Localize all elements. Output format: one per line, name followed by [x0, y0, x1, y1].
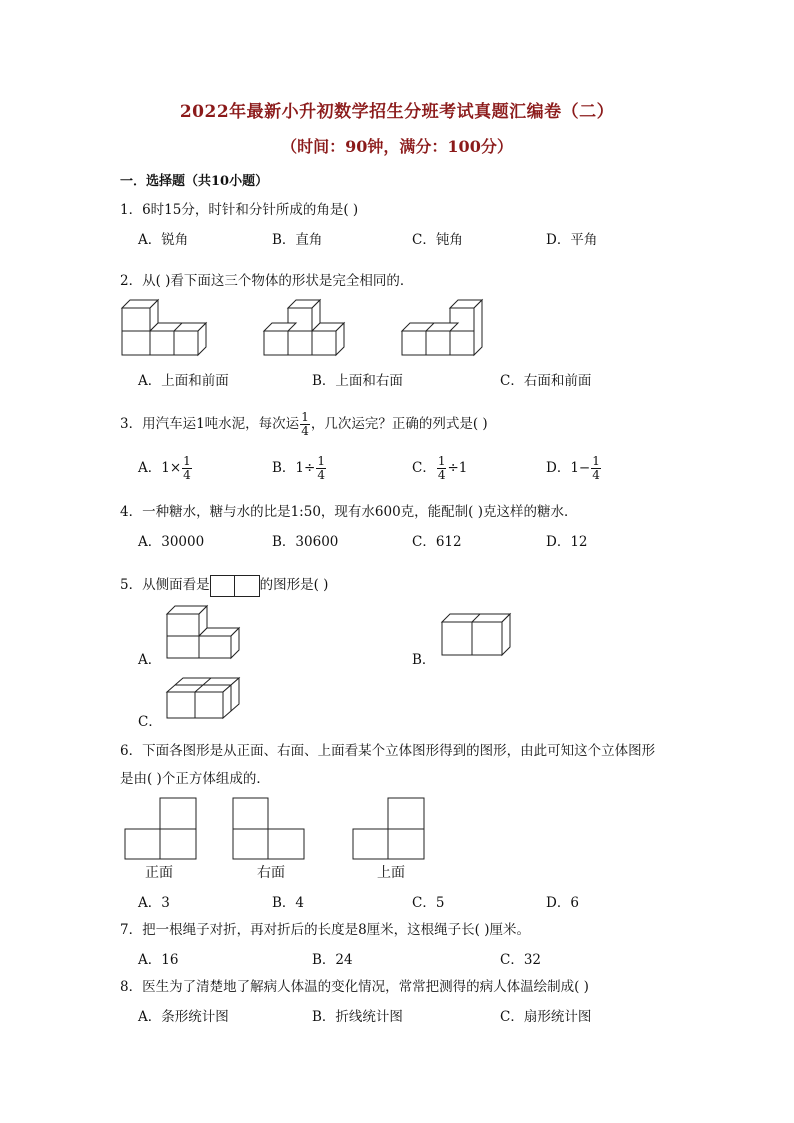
q2-option-b[interactable]: B．上面和右面	[312, 373, 403, 389]
question-3-stem	[120, 411, 488, 438]
page-title: 2022年最新小升初数学招生分班考试真题汇编卷（二）	[179, 102, 615, 122]
q4-option-c[interactable]: C．612	[412, 534, 462, 550]
q2-solid-figure-3	[400, 296, 490, 358]
q1-option-c[interactable]: C．钝角	[412, 232, 463, 248]
q7-option-b[interactable]: B．24	[312, 952, 353, 968]
q7-option-a[interactable]: A．16	[138, 952, 179, 968]
question-7-stem: 7．把一根绳子对折，再对折后的长度是8厘米，这根绳子长( )厘米。	[120, 922, 531, 938]
q5-stem-suffix: 的图形是( )	[259, 577, 329, 593]
q5-option-b-figure	[440, 612, 520, 658]
q1-option-d[interactable]: D．平角	[546, 232, 598, 248]
q1-option-b[interactable]: B．直角	[272, 232, 323, 248]
q5-option-a-figure	[165, 604, 245, 660]
q2-solid-figure-1	[120, 296, 210, 358]
q6-front-view-label: 正面	[145, 865, 173, 881]
q3-option-c[interactable]: C． $\frac{1}{4}$ ÷1	[412, 454, 468, 482]
page-subtitle: （时间：90钟，满分：100分）	[281, 137, 513, 156]
q6-right-view-label: 右面	[257, 865, 285, 881]
q8-option-a[interactable]: A．条形统计图	[138, 1009, 229, 1025]
q5-option-a[interactable]: A．	[138, 652, 162, 668]
q3-stem-prefix: 3．用汽车运1吨水泥，每次运	[120, 416, 300, 432]
question-4-stem: 4．一种糖水，糖与水的比是1:50，现有水600克，能配制( )克这样的糖水．	[120, 504, 578, 520]
q2-option-c[interactable]: C．右面和前面	[500, 373, 592, 389]
q3-option-a[interactable]: A．1× $\frac{1}{4}$	[138, 454, 191, 482]
q3-stem-fraction: $\frac{1}{4}$	[301, 410, 309, 438]
q6-front-view-figure	[124, 797, 200, 861]
question-2-stem: 2．从( )看下面这三个物体的形状是完全相同的．	[120, 273, 414, 289]
q6-option-a[interactable]: A．3	[138, 895, 170, 911]
question-5-stem	[120, 573, 328, 597]
q5-stem-prefix: 5．从侧面看是	[120, 577, 210, 593]
q6-option-c[interactable]: C．5	[412, 895, 445, 911]
q4-option-b[interactable]: B．30600	[272, 534, 339, 550]
q5-option-c[interactable]: C．	[138, 714, 162, 730]
q6-option-b[interactable]: B．4	[272, 895, 305, 911]
q5-option-c-figure	[165, 676, 245, 722]
q1-option-a[interactable]: A．锐角	[138, 232, 189, 248]
q4-option-d[interactable]: D．12	[546, 534, 588, 550]
q6-top-view-label: 上面	[377, 865, 405, 881]
q2-solid-figure-2	[262, 296, 352, 358]
question-8-stem: 8．医生为了清楚地了解病人体温的变化情况，常常把测得的病人体温绘制成( )	[120, 979, 589, 995]
q3-option-d[interactable]: D．1− $\frac{1}{4}$	[546, 454, 600, 482]
q8-option-c[interactable]: C．扇形统计图	[500, 1009, 592, 1025]
q5-side-view-icon	[210, 575, 260, 597]
question-6-stem-line1: 6．下面各图形是从正面、右面、上面看某个立体图形得到的图形，由此可知这个立体图形	[120, 743, 656, 759]
q8-option-b[interactable]: B．折线统计图	[312, 1009, 403, 1025]
q2-option-a[interactable]: A．上面和前面	[138, 373, 229, 389]
q5-option-b[interactable]: B．	[412, 652, 436, 668]
section-heading: 一．选择题（共10小题）	[120, 174, 269, 189]
question-1-stem: 1．6时15分，时针和分针所成的角是( )	[120, 202, 359, 218]
q4-option-a[interactable]: A．30000	[138, 534, 205, 550]
q6-right-view-figure	[232, 797, 308, 861]
q6-top-view-figure	[352, 797, 428, 861]
q3-option-b[interactable]: B．1÷ $\frac{1}{4}$	[272, 454, 325, 482]
question-6-stem-line2: 是由( )个正方体组成的．	[120, 771, 270, 787]
q3-stem-suffix: ，几次运完？正确的列式是( )	[310, 416, 488, 432]
q7-option-c[interactable]: C．32	[500, 952, 542, 968]
q6-option-d[interactable]: D．6	[546, 895, 579, 911]
